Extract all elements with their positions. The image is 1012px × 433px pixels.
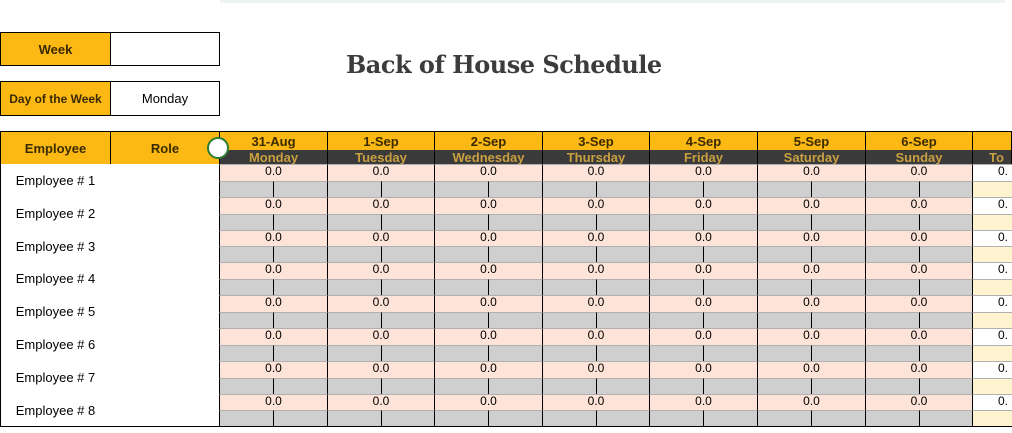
date-header: 4-Sep — [649, 131, 758, 150]
time-in-cell[interactable] — [434, 312, 488, 329]
time-in-cell[interactable] — [865, 279, 919, 296]
hours-cell[interactable]: 0.0 — [434, 230, 542, 246]
role-cell[interactable] — [110, 164, 220, 198]
date-header: 31-Aug — [219, 131, 328, 150]
total-sub-cell — [972, 181, 1012, 198]
time-out-cell[interactable] — [273, 246, 327, 263]
role-cell[interactable] — [110, 230, 220, 263]
time-out-cell[interactable] — [811, 181, 865, 198]
time-out-cell[interactable] — [596, 410, 649, 427]
day-header: Monday — [219, 150, 328, 164]
day-header: Sunday — [865, 150, 973, 164]
hours-cell[interactable]: 0.0 — [434, 295, 542, 312]
time-in-cell[interactable] — [434, 378, 488, 395]
time-out-cell[interactable] — [596, 279, 649, 296]
time-out-cell[interactable] — [919, 345, 972, 362]
hours-cell[interactable]: 0.0 — [219, 295, 327, 312]
time-out-cell[interactable] — [488, 181, 542, 198]
total-hours-cell: 0. — [972, 164, 1012, 181]
day-header: Friday — [649, 150, 758, 164]
time-in-cell[interactable] — [327, 181, 381, 198]
time-in-cell[interactable] — [327, 378, 381, 395]
time-in-cell[interactable] — [219, 214, 273, 231]
time-out-cell[interactable] — [811, 410, 865, 427]
hours-cell[interactable]: 0.0 — [327, 164, 434, 181]
time-out-cell[interactable] — [596, 378, 649, 395]
time-in-cell[interactable] — [542, 181, 596, 198]
time-in-cell[interactable] — [327, 214, 381, 231]
total-hours-cell: 0. — [972, 361, 1012, 378]
sheet-top-band — [220, 0, 1005, 3]
employee-column-header: Employee — [0, 131, 111, 166]
time-out-cell[interactable] — [488, 410, 542, 427]
hours-cell[interactable]: 0.0 — [542, 262, 649, 279]
time-out-cell[interactable] — [811, 345, 865, 362]
time-in-cell[interactable] — [219, 378, 273, 395]
time-out-cell[interactable] — [273, 345, 327, 362]
total-sub-cell — [972, 312, 1012, 329]
hours-cell[interactable]: 0.0 — [865, 295, 972, 312]
time-out-cell[interactable] — [703, 312, 757, 329]
role-cell[interactable] — [110, 361, 220, 395]
hours-cell[interactable]: 0.0 — [434, 262, 542, 279]
time-out-cell[interactable] — [273, 214, 327, 231]
hours-cell[interactable]: 0.0 — [327, 197, 434, 214]
day-header: Tuesday — [327, 150, 435, 164]
time-out-cell[interactable] — [703, 378, 757, 395]
hours-cell[interactable]: 0.0 — [865, 394, 972, 410]
time-in-cell[interactable] — [757, 345, 811, 362]
time-out-cell[interactable] — [273, 312, 327, 329]
day-header: Wednesday — [434, 150, 543, 164]
time-in-cell[interactable] — [434, 214, 488, 231]
total-sub-cell — [972, 214, 1012, 231]
total-sub-cell — [972, 410, 1012, 427]
role-cell[interactable] — [110, 197, 220, 231]
time-in-cell[interactable] — [865, 181, 919, 198]
hours-cell[interactable]: 0.0 — [434, 164, 542, 181]
hours-cell[interactable]: 0.0 — [542, 361, 649, 378]
time-out-cell[interactable] — [381, 181, 434, 198]
hours-cell[interactable]: 0.0 — [649, 197, 757, 214]
total-hours-cell: 0. — [972, 197, 1012, 214]
hours-cell[interactable]: 0.0 — [327, 394, 434, 410]
time-in-cell[interactable] — [865, 246, 919, 263]
time-out-cell[interactable] — [381, 214, 434, 231]
time-out-cell[interactable] — [273, 378, 327, 395]
hours-cell[interactable]: 0.0 — [219, 262, 327, 279]
time-out-cell[interactable] — [596, 181, 649, 198]
hours-cell[interactable]: 0.0 — [434, 394, 542, 410]
time-in-cell[interactable] — [542, 214, 596, 231]
time-out-cell[interactable] — [919, 214, 972, 231]
time-in-cell[interactable] — [865, 378, 919, 395]
time-out-cell[interactable] — [919, 246, 972, 263]
time-in-cell[interactable] — [649, 246, 703, 263]
hours-cell[interactable]: 0.0 — [434, 361, 542, 378]
time-out-cell[interactable] — [381, 378, 434, 395]
time-out-cell[interactable] — [488, 378, 542, 395]
time-out-cell[interactable] — [596, 345, 649, 362]
time-in-cell[interactable] — [542, 345, 596, 362]
time-in-cell[interactable] — [219, 246, 273, 263]
time-in-cell[interactable] — [649, 279, 703, 296]
time-out-cell[interactable] — [381, 279, 434, 296]
time-in-cell[interactable] — [542, 378, 596, 395]
time-in-cell[interactable] — [865, 345, 919, 362]
time-in-cell[interactable] — [542, 312, 596, 329]
hours-cell[interactable]: 0.0 — [757, 328, 865, 345]
time-out-cell[interactable] — [488, 279, 542, 296]
date-header: 3-Sep — [542, 131, 650, 150]
time-in-cell[interactable] — [865, 410, 919, 427]
hours-cell[interactable]: 0.0 — [327, 361, 434, 378]
time-in-cell[interactable] — [434, 410, 488, 427]
hours-cell[interactable]: 0.0 — [542, 197, 649, 214]
hours-cell[interactable]: 0.0 — [757, 361, 865, 378]
time-in-cell[interactable] — [327, 312, 381, 329]
hours-cell[interactable]: 0.0 — [865, 328, 972, 345]
week-input[interactable] — [110, 32, 220, 66]
time-out-cell[interactable] — [811, 246, 865, 263]
day-of-week-label: Day of the Week — [0, 81, 111, 116]
total-hours-cell: 0. — [972, 394, 1012, 410]
time-in-cell[interactable] — [757, 246, 811, 263]
time-out-cell[interactable] — [919, 410, 972, 427]
time-out-cell[interactable] — [919, 279, 972, 296]
week-label: Week — [0, 32, 111, 66]
total-sub-cell — [972, 246, 1012, 263]
hours-cell[interactable]: 0.0 — [327, 295, 434, 312]
hours-cell[interactable]: 0.0 — [542, 230, 649, 246]
time-out-cell[interactable] — [919, 181, 972, 198]
time-in-cell[interactable] — [542, 279, 596, 296]
hours-cell[interactable]: 0.0 — [649, 164, 757, 181]
time-out-cell[interactable] — [488, 214, 542, 231]
time-out-cell[interactable] — [919, 378, 972, 395]
hours-cell[interactable]: 0.0 — [649, 394, 757, 410]
time-out-cell[interactable] — [811, 378, 865, 395]
hours-cell[interactable]: 0.0 — [865, 197, 972, 214]
time-out-cell[interactable] — [488, 246, 542, 263]
time-out-cell[interactable] — [811, 214, 865, 231]
day-header: Thursday — [542, 150, 650, 164]
total-sub-cell — [972, 378, 1012, 395]
hours-cell[interactable]: 0.0 — [757, 230, 865, 246]
role-cell[interactable] — [110, 394, 220, 427]
time-in-cell[interactable] — [219, 410, 273, 427]
time-in-cell[interactable] — [219, 345, 273, 362]
employee-name-cell[interactable]: Employee # 4 — [0, 262, 111, 296]
hours-cell[interactable]: 0.0 — [219, 197, 327, 214]
hours-cell[interactable]: 0.0 — [757, 197, 865, 214]
hours-cell[interactable]: 0.0 — [542, 164, 649, 181]
hours-cell[interactable]: 0.0 — [327, 230, 434, 246]
time-out-cell[interactable] — [596, 214, 649, 231]
time-out-cell[interactable] — [273, 181, 327, 198]
hours-cell[interactable]: 0.0 — [434, 328, 542, 345]
date-header: 5-Sep — [757, 131, 866, 150]
day-header: Saturday — [757, 150, 866, 164]
hours-cell[interactable]: 0.0 — [865, 164, 972, 181]
employee-name-cell[interactable]: Employee # 5 — [0, 295, 111, 329]
time-out-cell[interactable] — [811, 279, 865, 296]
time-out-cell[interactable] — [703, 246, 757, 263]
time-out-cell[interactable] — [381, 410, 434, 427]
time-in-cell[interactable] — [649, 378, 703, 395]
time-in-cell[interactable] — [649, 312, 703, 329]
time-out-cell[interactable] — [703, 279, 757, 296]
time-in-cell[interactable] — [757, 378, 811, 395]
time-in-cell[interactable] — [434, 181, 488, 198]
page-title: Back of House Schedule — [346, 50, 662, 79]
hours-cell[interactable]: 0.0 — [542, 295, 649, 312]
time-in-cell[interactable] — [757, 214, 811, 231]
total-sub-cell — [972, 345, 1012, 362]
time-in-cell[interactable] — [757, 279, 811, 296]
total-hours-cell: 0. — [972, 328, 1012, 345]
role-cell[interactable] — [110, 295, 220, 329]
time-in-cell[interactable] — [542, 410, 596, 427]
time-out-cell[interactable] — [596, 246, 649, 263]
date-header: 6-Sep — [865, 131, 973, 150]
employee-name-cell[interactable]: Employee # 8 — [0, 394, 111, 427]
hours-cell[interactable]: 0.0 — [434, 197, 542, 214]
employee-name-cell[interactable]: Employee # 1 — [0, 164, 111, 198]
time-in-cell[interactable] — [649, 410, 703, 427]
hours-cell[interactable]: 0.0 — [865, 262, 972, 279]
time-in-cell[interactable] — [434, 279, 488, 296]
time-in-cell[interactable] — [327, 279, 381, 296]
hours-cell[interactable]: 0.0 — [649, 262, 757, 279]
role-column-header: Role — [110, 131, 220, 166]
time-in-cell[interactable] — [542, 246, 596, 263]
employee-name-cell[interactable]: Employee # 7 — [0, 361, 111, 395]
total-hours-cell: 0. — [972, 262, 1012, 279]
hours-cell[interactable]: 0.0 — [219, 394, 327, 410]
total-column-header — [972, 131, 1012, 150]
total-hours-cell: 0. — [972, 230, 1012, 246]
employee-name-cell[interactable]: Employee # 6 — [0, 328, 111, 362]
hours-cell[interactable]: 0.0 — [757, 164, 865, 181]
time-out-cell[interactable] — [381, 312, 434, 329]
employee-name-cell[interactable]: Employee # 2 — [0, 197, 111, 231]
time-out-cell[interactable] — [596, 312, 649, 329]
time-out-cell[interactable] — [703, 181, 757, 198]
time-in-cell[interactable] — [327, 345, 381, 362]
date-header: 1-Sep — [327, 131, 435, 150]
hours-cell[interactable]: 0.0 — [219, 164, 327, 181]
hours-cell[interactable]: 0.0 — [649, 295, 757, 312]
time-in-cell[interactable] — [327, 410, 381, 427]
time-in-cell[interactable] — [757, 181, 811, 198]
time-out-cell[interactable] — [703, 214, 757, 231]
time-out-cell[interactable] — [381, 246, 434, 263]
time-out-cell[interactable] — [488, 345, 542, 362]
time-in-cell[interactable] — [757, 410, 811, 427]
day-of-week-input[interactable]: Monday — [110, 81, 220, 116]
date-header: 2-Sep — [434, 131, 543, 150]
hours-cell[interactable]: 0.0 — [865, 230, 972, 246]
employee-name-cell[interactable]: Employee # 3 — [0, 230, 111, 263]
time-out-cell[interactable] — [488, 312, 542, 329]
hours-cell[interactable]: 0.0 — [327, 262, 434, 279]
time-in-cell[interactable] — [327, 246, 381, 263]
circle-handle-icon[interactable] — [207, 137, 229, 159]
time-in-cell[interactable] — [757, 312, 811, 329]
time-out-cell[interactable] — [703, 410, 757, 427]
hours-cell[interactable]: 0.0 — [649, 361, 757, 378]
time-in-cell[interactable] — [865, 214, 919, 231]
hours-cell[interactable]: 0.0 — [542, 328, 649, 345]
time-out-cell[interactable] — [703, 345, 757, 362]
role-cell[interactable] — [110, 328, 220, 362]
hours-cell[interactable]: 0.0 — [649, 328, 757, 345]
time-out-cell[interactable] — [919, 312, 972, 329]
time-out-cell[interactable] — [381, 345, 434, 362]
hours-cell[interactable]: 0.0 — [219, 328, 327, 345]
hours-cell[interactable]: 0.0 — [219, 361, 327, 378]
hours-cell[interactable]: 0.0 — [542, 394, 649, 410]
time-out-cell[interactable] — [811, 312, 865, 329]
time-in-cell[interactable] — [649, 345, 703, 362]
hours-cell[interactable]: 0.0 — [865, 361, 972, 378]
hours-cell[interactable]: 0.0 — [649, 230, 757, 246]
total-column-label: To — [972, 150, 1012, 164]
hours-cell[interactable]: 0.0 — [327, 328, 434, 345]
hours-cell[interactable]: 0.0 — [757, 262, 865, 279]
time-in-cell[interactable] — [219, 279, 273, 296]
role-cell[interactable] — [110, 262, 220, 296]
time-in-cell[interactable] — [219, 181, 273, 198]
hours-cell[interactable]: 0.0 — [219, 230, 327, 246]
time-in-cell[interactable] — [434, 246, 488, 263]
time-out-cell[interactable] — [273, 279, 327, 296]
hours-cell[interactable]: 0.0 — [757, 295, 865, 312]
hours-cell[interactable]: 0.0 — [757, 394, 865, 410]
time-in-cell[interactable] — [649, 214, 703, 231]
total-hours-cell: 0. — [972, 295, 1012, 312]
time-in-cell[interactable] — [434, 345, 488, 362]
total-sub-cell — [972, 279, 1012, 296]
time-out-cell[interactable] — [273, 410, 327, 427]
time-in-cell[interactable] — [865, 312, 919, 329]
time-in-cell[interactable] — [219, 312, 273, 329]
time-in-cell[interactable] — [649, 181, 703, 198]
